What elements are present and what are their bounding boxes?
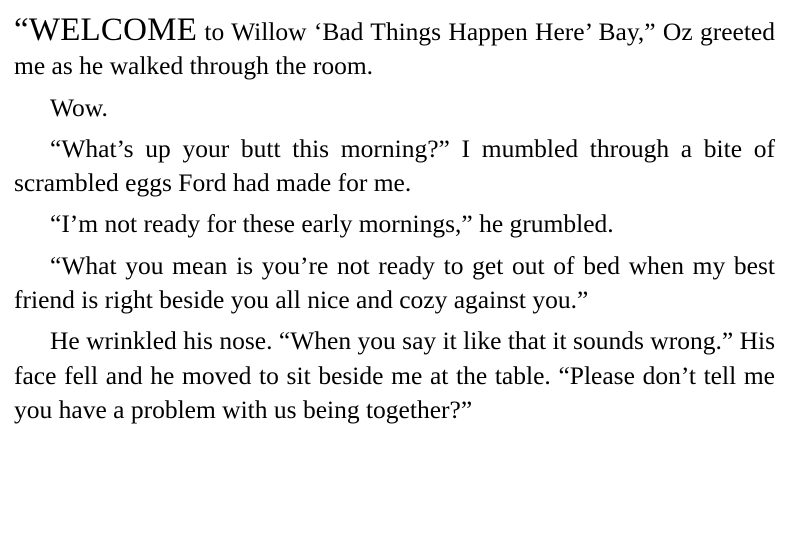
paragraph-3 <box>14 132 775 201</box>
paragraph-5 <box>14 249 775 318</box>
paragraph-6 <box>14 324 775 427</box>
paragraph-1-lead: “WELCOME <box>14 12 198 48</box>
paragraph-3-text: “What’s up your butt this morning?” I mumbled through a bite of scrambled eggs Ford had made for me. <box>14 133 775 198</box>
paragraph-1-text: to Willow ‘Bad Things Happen Here’ Bay,” Oz greeted me as he walked through the room. <box>14 17 775 81</box>
paragraph-2 <box>14 91 775 125</box>
paragraph-1 <box>14 14 775 84</box>
paragraph-4-text: “I’m not ready for these early mornings,” he grumbled. <box>50 209 614 239</box>
paragraph-5-text: “What you mean is you’re not ready to get out of bed when my best friend is right beside you all nice and cozy against you.” <box>14 250 775 315</box>
paragraph-2-text: Wow. <box>50 92 108 122</box>
paragraph-4 <box>14 207 775 241</box>
paragraph-6-text: He wrinkled his nose. “When you say it like that it sounds wrong.” His face fell and he moved to sit beside me at the table. “Please don’t tell me you have a problem with us being together?” <box>14 326 775 424</box>
